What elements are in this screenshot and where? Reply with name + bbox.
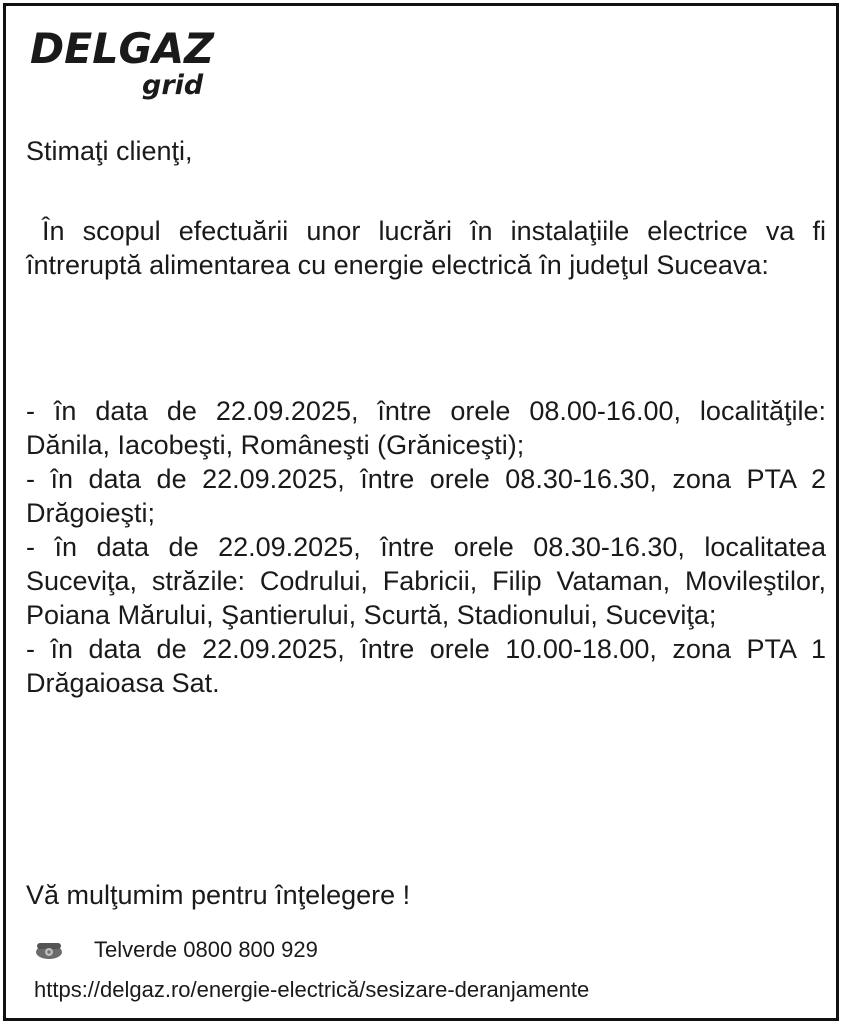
interruption-list [26,394,826,700]
report-url[interactable]: https://delgaz.ro/energie-electrică/sesizare-deranjamente [34,977,590,1002]
item-locations: Dănila, Iacobeşti, Româneşti (Grăniceşti); [26,430,525,460]
telephone-icon [34,940,64,960]
logo-subtitle: grid [142,70,204,101]
list-item [26,462,826,530]
notice-frame [3,3,839,1021]
item-locations: Drăgoieşti; [26,498,156,528]
logo-wordmark: DELGAZ [30,24,214,73]
item-date-line: - în data de 22.09.2025, între orele 08.30-16.30, localitatea [26,532,826,562]
telverde-number: Telverde 0800 800 929 [94,937,318,962]
intro-text: În scopul efectuării unor lucrări în instalaţiile electrice va fi întreruptă alimentarea cu energie electrică în judeţul Suceava: [26,216,826,280]
item-date-line: - în data de 22.09.2025, între orele 08.00-16.00, localităţile: [26,396,826,426]
item-date-line: - în data de 22.09.2025, între orele 08.30-16.30, zona PTA 2 [26,464,826,494]
item-locations: Suceviţa, străzile: Codrului, Fabricii, Filip Vataman, Movileştilor, Poiana Mărului, Şantierului, Scurtă, Stadionului, Suceviţa; [26,566,826,630]
item-locations: Drăgaioasa Sat. [26,668,220,698]
list-item [26,632,826,700]
delgaz-grid-logo [30,24,230,108]
thanks-line: Vă mulţumim pentru înţelegere ! [26,880,411,910]
intro-paragraph [26,214,826,282]
list-item [26,530,826,632]
item-date-line: - în data de 22.09.2025, între orele 10.00-18.00, zona PTA 1 [26,634,826,664]
greeting: Stimaţi clienţi, [26,136,193,166]
list-item [26,394,826,462]
